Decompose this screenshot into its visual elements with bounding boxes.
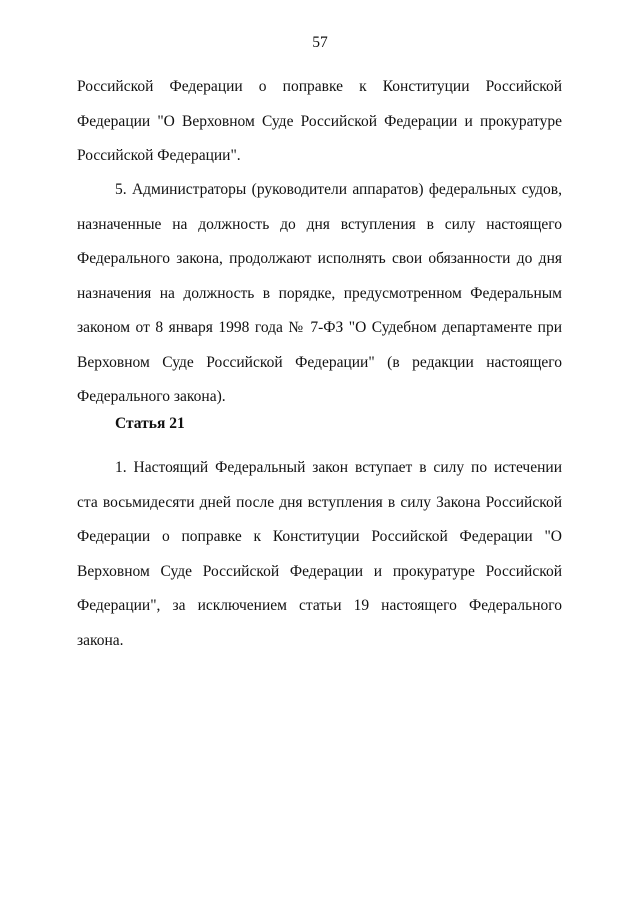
paragraph-item-5: 5. Администраторы (руководители аппаратов) федеральных судов, назначенные на должность до дня вступления в силу настоящего Федерального закона, продолжают исполнять свои обязанности до дня назначения на должность в порядке, предусмотренном Федеральным законом от 8 января 1998 года № 7-ФЗ "О Судебном департаменте при Верховном Суде Российской Федерации" (в редакции настоящего Федерального закона). [77,181,562,405]
paragraph-continuation: Российской Федерации о поправке к Конституции Российской Федерации "О Верховном Суде Российской Федерации и прокуратуре Российской Федерации". [77,78,562,164]
article-paragraph-1: 1. Настоящий Федеральный закон вступает в силу по истечении ста восьмидесяти дней после дня вступления в силу Закона Российской Федерации о поправке к Конституции Российской Федерации "О Верховном Суде Российской Федерации и прокуратуре Российской Федерации", за исключением статьи 19 настоящего Федерального закона. [77,459,562,649]
page-number: 57 [312,34,328,51]
article-heading: Статья 21 [115,415,185,432]
